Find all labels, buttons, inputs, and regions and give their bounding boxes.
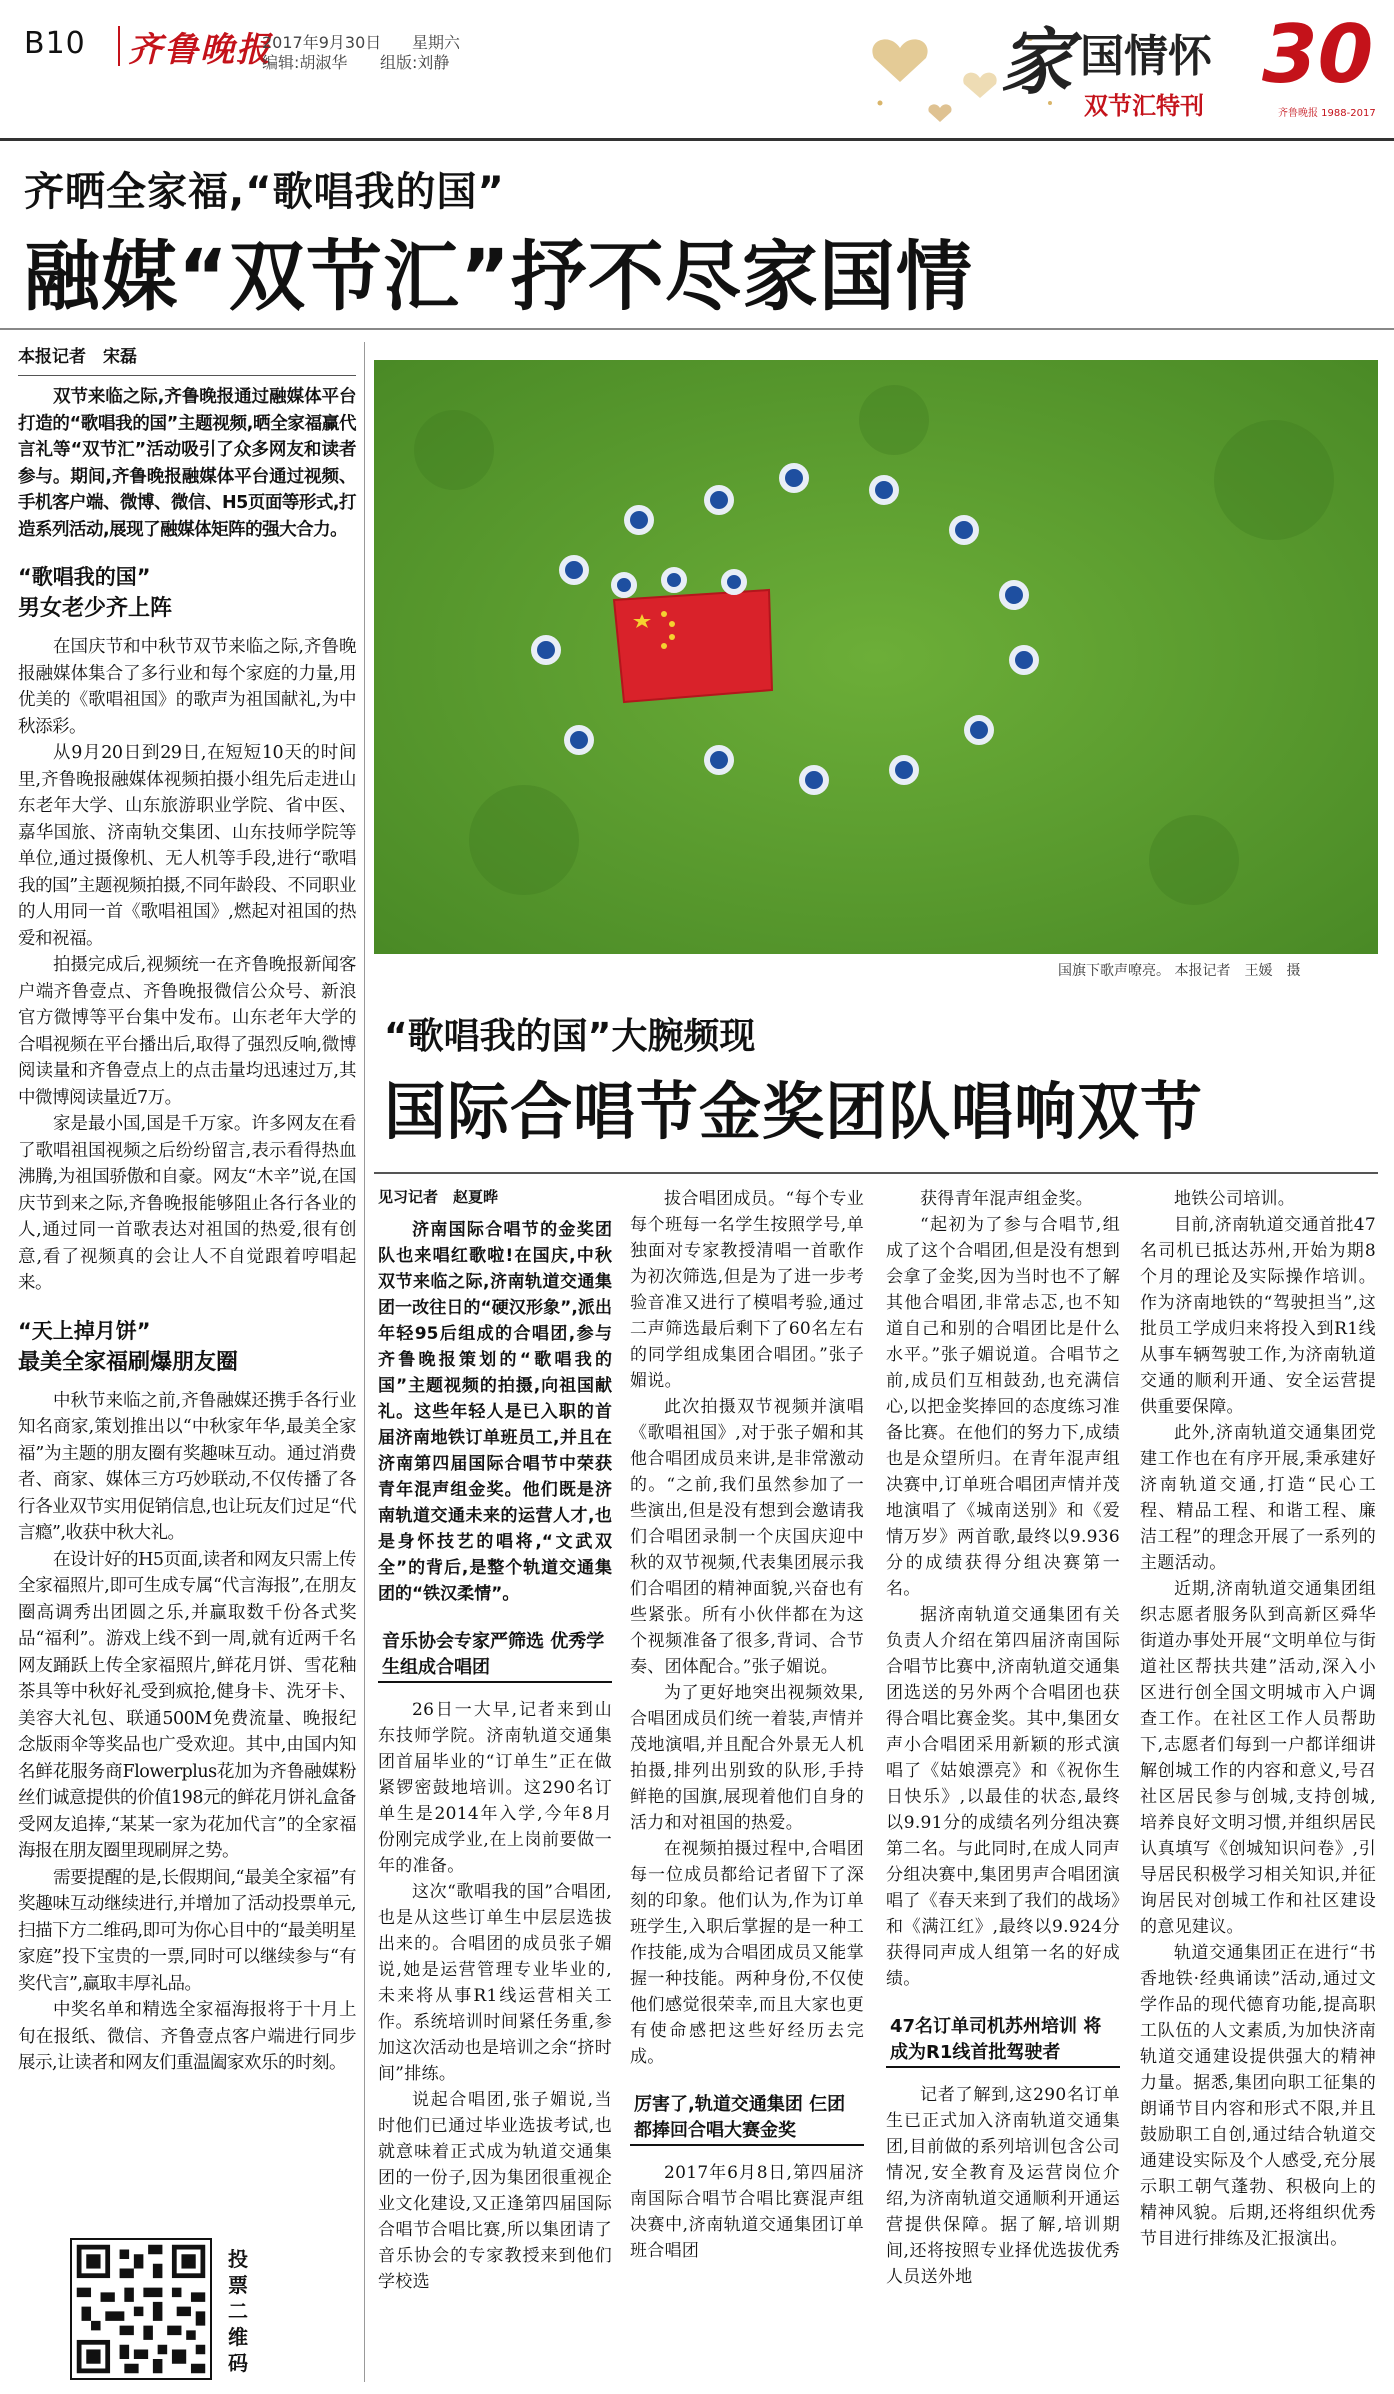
article1-paragraph: 家是最小国,国是千万家。许多网友在看了歌唱祖国视频之后纷纷留言,表示看得热血沸腾,为祖国骄傲和自豪。网友“木辛”说,在国庆节到来之际,齐鲁晚报能够阻止各行各业的人,通过同一首歌表达对祖国的热爱,很有创意,看了视频真的会让人不自觉跟着哼唱起来。 — [18, 1114, 356, 1293]
article1-paragraph: 拍摄完成后,视频统一在齐鲁晚报新闻客户端齐鲁壹点、齐鲁晚报微信公众号、新浪官方微博等平台集中发布。山东老年大学的合唱视频在平台播出后,取得了强烈反响,微博阅读量和齐鲁壹点上的点击量均迅速过万,其中微博阅读量近7万。 — [18, 955, 356, 1108]
article2-column-4 — [1140, 1186, 1376, 2252]
anniversary-caption: 齐鲁晚报 1988-2017 — [1278, 108, 1376, 119]
header-divider — [118, 26, 120, 66]
article2-paragraph: 为了更好地突出视频效果,合唱团成员们统一着装,声情并茂地演唱,并且配合外景无人机拍摄,排列出别致的队形,手持鲜艳的国旗,展现着他们自身的活力和对祖国的热爱。 — [630, 1683, 864, 1833]
article1-paragraph: 在设计好的H5页面,读者和网友只需上传全家福照片,即可生成专属“代言海报”,在朋友圈高调秀出团圆之乐,并赢取数千份各式奖品“福利”。游戏上线不到一周,就有近两千名网友踊跃上传全家福照片,鲜花月饼、雪花釉茶具等中秋好礼受到疯抢,健身卡、洗牙卡、美容大礼包、联通500M免费流量、晚报纪念版雨伞等奖品也广受欢迎。其中,由国内知名鲜花服务商Flowerplus花加为齐鲁融媒粉丝们诚意提供的价值198元的鲜花月饼礼盒备受网友追捧,“某某一家为花加代言”的全家福海报在朋友圈里现刷屏之势。 — [18, 1549, 356, 1861]
subhead2-title: 最美全家福刷爆朋友圈 — [18, 1349, 239, 1375]
article2-rule — [374, 1172, 1378, 1174]
subhead1-title: 男女老少齐上阵 — [18, 596, 173, 621]
headline-rule — [0, 328, 1394, 330]
page-number: B10 — [24, 26, 86, 61]
article1-byline: 本报记者 宋磊 — [18, 347, 137, 367]
article1-headline: 融媒“双节汇”抒不尽家国情 — [24, 232, 973, 321]
article2-paragraph: 轨道交通集团正在进行“书香地铁·经典诵读”活动,通过文学作品的现代德育功能,提高职工队伍的人文素质,为加快济南轨道交通建设提供强大的精神力量。据悉,集团向职工征集的朗诵节目内容和形式不限,并且鼓励职工自创,通过结合轨道交通建设实际及个人感受,充分展示职工朝气蓬勃、积极向上的精神风貌。后期,还将组织优秀节目进行排练及汇报演出。 — [1140, 1943, 1376, 2249]
article2-paragraph: 在视频拍摄过程中,合唱团每一位成员都给记者留下了深刻的印象。他们认为,作为订单班学生,入职后掌握的是一种工作技能,成为合唱团成员又能掌握一种技能。两种身份,不仅使他们感觉很荣幸,而且大家也更有使命感把这些好经历去完成。 — [630, 1839, 864, 2067]
family-character-logo: 家 — [1000, 19, 1073, 104]
banner-title: 国情怀 — [1080, 31, 1212, 82]
article1-paragraph: 在国庆节和中秋节双节来临之际,齐鲁晚报融媒体集合了多行业和每个家庭的力量,用优美的《歌唱祖国》的歌声为祖国献礼,为中秋添彩。 — [18, 637, 356, 737]
article1-lead: 双节来临之际,齐鲁晚报通过融媒体平台打造的“歌唱我的国”主题视频,晒全家福赢代言礼等“双节汇”活动吸引了众多网友和读者参与。期间,齐鲁晚报融媒体平台通过视频、手机客户端、微博、微信、H5页面等形式,打造系列活动,展现了融媒体矩阵的强大合力。 — [18, 387, 356, 540]
issue-date: 2017年9月30日 — [262, 33, 382, 52]
article1-body — [18, 342, 356, 2077]
designer-credit: 组版:刘静 — [380, 53, 450, 72]
article1-paragraph: 中秋节来临之前,齐鲁融媒还携手各行业知名商家,策划推出以“中秋家年华,最美全家福”为主题的朋友圈有奖趣味互动。通过消费者、商家、媒体三方巧妙联动,不仅传播了各行各业双节实用促销信息,也让玩友们过足“代言瘾”,收获中秋大礼。 — [18, 1390, 356, 1543]
photo-caption: 国旗下歌声嘹亮。 本报记者 王媛 摄 — [1058, 963, 1301, 979]
banner-subtitle: 双节汇特刊 — [1084, 92, 1204, 120]
article2-headline: 国际合唱节金奖团队唱响双节 — [384, 1075, 1204, 1148]
article2-column-3 — [886, 1186, 1120, 2290]
choir-flag-photo — [374, 360, 1378, 954]
qr-label: 投票二维码 — [228, 2247, 248, 2375]
article2-paragraph: 记者了解到,这290名订单生已正式加入济南轨道交通集团,目前做的系列培训包含公司情况,安全教育及运营岗位介绍,为济南轨道交通顺利开通运营提供保障。据了解,培训期间,还将按照专业择优选拔优秀人员送外地 — [886, 2085, 1120, 2287]
subhead1-kicker: “歌唱我的国” — [18, 565, 151, 589]
article2-lead: 济南国际合唱节的金奖团队也来唱红歌啦!在国庆,中秋双节来临之际,济南轨道交通集团一改往日的“硬汉形象”,派出年轻95后组成的合唱团,参与齐鲁晚报策划的“歌唱我的国”主题视频的拍摄,向祖国献礼。这些年轻人是已入职的首届济南地铁订单班员工,并且在济南第四届国际合唱节中荣获青年混声组金奖。他们既是济南轨道交通未来的运营人才,也是身怀技艺的唱将,“文武双全”的背后,是整个轨道交通集团的“铁汉柔情”。 — [378, 1220, 612, 1604]
article1-paragraph: 从9月20日到29日,在短短10天的时间里,齐鲁晚报融媒体视频拍摄小组先后走进山东老年大学、山东旅游职业学院、省中医、嘉华国旅、济南轨交集团、山东技师学院等单位,通过摄像机、无人机等手段,进行“歌唱我的国”主题视频拍摄,不同年龄段、不同职业的人用同一首《歌唱祖国》,燃起对祖国的热爱和祝福。 — [18, 743, 356, 949]
article2-paragraph: 拔合唱团成员。“每个专业每个班每一名学生按照学号,单独面对专家教授清唱一首歌作为初次筛选,但是为了进一步考验音准又进行了模唱考验,通过二声筛选最后剩下了60名左右的同学组成集团合唱团。”张子媚说。 — [630, 1189, 864, 1391]
article2-paragraph: 26日一大早,记者来到山东技师学院。济南轨道交通集团首届毕业的“订单生”正在做紧锣密鼓地培训。这290名订单生是2014年入学,今年8月份刚完成学业,在上岗前要做一年的准备。 — [378, 1700, 612, 1876]
page-header — [0, 0, 1394, 138]
article1-paragraph: 需要提醒的是,长假期间,“最美全家福”有奖趣味互动继续进行,并增加了活动投票单元,扫描下方二维码,即可为你心目中的“最美明星家庭”投下宝贵的一票,同时可以继续参与“有奖代言”,赢取丰厚礼品。 — [18, 1867, 356, 1994]
chinese-flag — [614, 590, 772, 702]
article2-kicker: “歌唱我的国”大腕频现 — [384, 1016, 756, 1057]
article2-column-1 — [378, 1186, 612, 2295]
article1-paragraph: 中奖名单和精选全家福海报将于十月上旬在报纸、微信、齐鲁壹点客户端进行同步展示,让读者和网友们重温阖家欢乐的时刻。 — [18, 2000, 356, 2073]
byline-rule — [18, 375, 356, 376]
article2-byline: 见习记者 赵夏晔 — [378, 1188, 499, 1206]
article2-paragraph: 这次“歌唱我的国”合唱团,也是从这些订单生中层层选拔出来的。合唱团的成员张子媚说,她是运营管理专业毕业的,未来将从事R1线运营相关工作。系统培训时间紧任务重,参加这次活动也是培训之余“挤时间”排练。 — [378, 1882, 612, 2084]
article2-paragraph: 此次拍摄双节视频并演唱《歌唱祖国》,对于张子媚和其他合唱团成员来讲,是非常激动的。“之前,我们虽然参加了一些演出,但是没有想到会邀请我们合唱团录制一个庆国庆迎中秋的双节视频,代表集团展示我们合唱团的精神面貌,兴奋也有些紧张。所有小伙伴都在为这个视频准备了很多,背词、合节奏、团体配合。”张子媚说。 — [630, 1397, 864, 1677]
article2-subhead-2: 厉害了,轨道交通集团 仨团都捧回合唱大赛金奖 — [630, 2092, 864, 2146]
article2-subhead-3: 47名订单司机苏州培训 将成为R1线首批驾驶者 — [886, 2014, 1120, 2068]
column-divider — [364, 342, 365, 2382]
article2-paragraph: 2017年6月8日,第四届济南国际合唱节合唱比赛混声组决赛中,济南轨道交通集团订单班合唱团 — [630, 2163, 864, 2261]
newspaper-logo: 齐鲁晚报 — [128, 30, 272, 70]
issue-weekday: 星期六 — [412, 33, 461, 52]
article2-paragraph: 说起合唱团,张子媚说,当时他们已通过毕业选拔考试,也就意味着正式成为轨道交通集团的一份子,因为集团很重视企业文化建设,又正逢第四届国际合唱节合唱比赛,所以集团请了音乐协会的专家教授来到他们学校选 — [378, 2090, 612, 2292]
vote-qr-code[interactable] — [70, 2238, 212, 2380]
article2-paragraph: “起初为了参与合唱节,组成了这个合唱团,但是没有想到会拿了金奖,因为当时也不了解其他合唱团,非常忐忑,也不知道自己和别的合唱团比是什么水平。”张子媚说道。合唱节之前,成员们互相鼓劲,也充满信心,以把金奖捧回的态度练习准备比赛。在他们的努力下,成绩也是众望所归。在青年混声组决赛中,订单班合唱团声情并茂地演唱了《城南送别》和《爱情万岁》两首歌,最终以9.936分的成绩获得分组决赛第一名。 — [886, 1215, 1120, 1599]
article2-paragraph: 据济南轨道交通集团有关负责人介绍在第四届济南国际合唱节比赛中,济南轨道交通集团选送的另外两个合唱团也获得合唱比赛金奖。其中,集团女声小合唱团采用新颖的形式演唱了《姑娘漂亮》和《祝你生日快乐》,以最佳的状态,最终以9.91分的成绩名列分组决赛第二名。与此同时,在成人同声分组决赛中,集团男声合唱团演唱了《春天来到了我们的战场》和《满江红》,最终以9.924分获得同声成人组第一名的好成绩。 — [886, 1605, 1120, 1989]
article2-subhead-1: 音乐协会专家严筛选 优秀学生组成合唱团 — [378, 1629, 612, 1683]
subhead2-kicker: “天上掉月饼” — [18, 1318, 151, 1343]
article2-paragraph: 此外,济南轨道交通集团党建工作也在有序开展,秉承建好济南轨道交通,打造“民心工程、精品工程、和谐工程、廉洁工程”的理念开展了一系列的主题活动。 — [1140, 1423, 1376, 1573]
header-rule — [0, 138, 1394, 141]
editor-credit: 编辑:胡淑华 — [262, 53, 348, 72]
article2-paragraph: 目前,济南轨道交通首批47名司机已抵达苏州,开始为期8个月的理论及实际操作培训。作为济南地铁的“驾驶担当”,这批员工学成归来将投入到R1线从事车辆驾驶工作,为济南轨道交通的顺利开通、安全运营提供重要保障。 — [1140, 1215, 1376, 1417]
article1-kicker: 齐晒全家福,“歌唱我的国” — [24, 169, 505, 215]
article2-paragraph: 地铁公司培训。 — [1174, 1189, 1296, 1209]
article2-paragraph: 获得青年混声组金奖。 — [920, 1189, 1093, 1209]
article2-column-2 — [630, 1186, 864, 2264]
article2-paragraph: 近期,济南轨道交通集团组织志愿者服务队到高新区舜华街道办事处开展“文明单位与街道社区帮扶共建”活动,深入小区进行创全国文明城市入户调查工作。在社区工作人员帮助下,志愿者们每到一户都详细讲解创城工作的内容和意义,号召社区居民参与创城,支持创城,培养良好文明习惯,并组织居民认真填写《创城知识问卷》,引导居民积极学习相关知识,并征询居民对创城工作和社区建设的意见建议。 — [1140, 1579, 1376, 1937]
anniversary-logo: 30 — [1262, 8, 1374, 101]
